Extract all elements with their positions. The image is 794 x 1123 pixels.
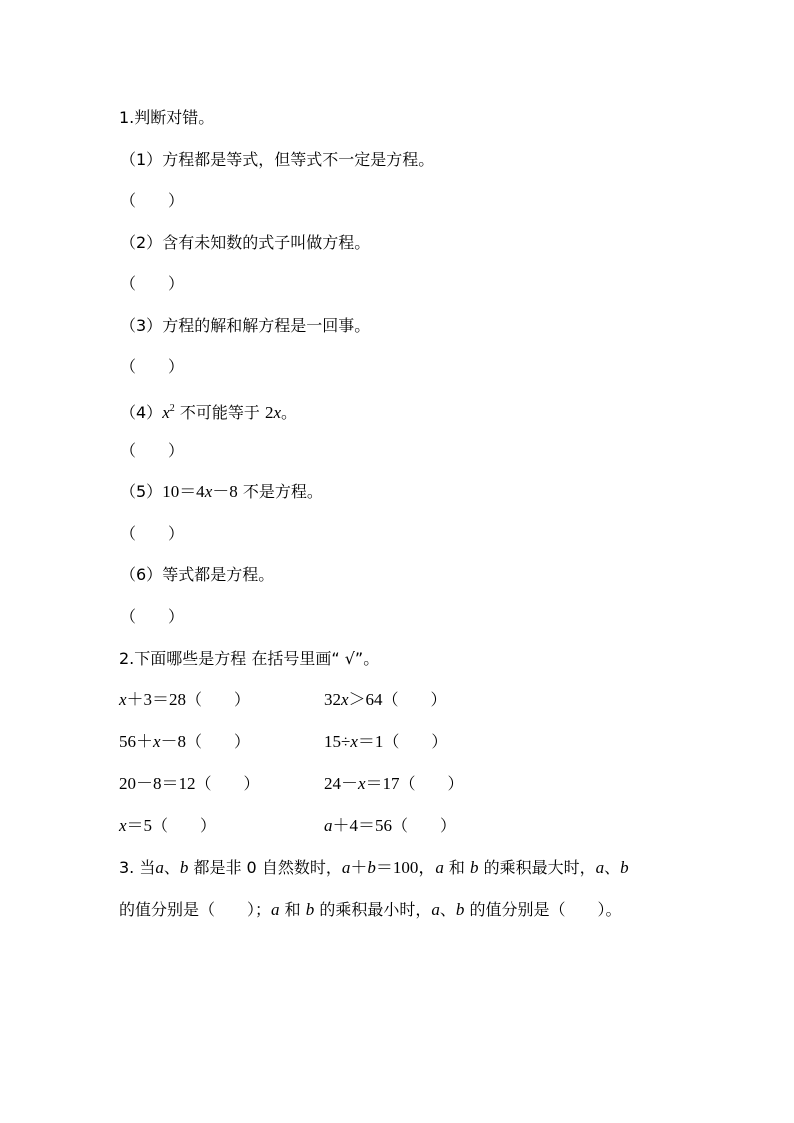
answer-bracket[interactable]: （ ） xyxy=(152,816,217,835)
section-2-heading: 2.下面哪些是方程 在括号里画“ √”。 xyxy=(119,649,380,668)
answer-bracket[interactable]: （ ） xyxy=(186,732,251,751)
text: 、 xyxy=(163,858,180,877)
text: 都是非 0 自然数时， xyxy=(193,858,342,877)
expression: 15÷ xyxy=(324,732,351,751)
answer-bracket-1-2[interactable]: （ ） xyxy=(120,274,185,293)
equation-item xyxy=(324,815,456,837)
question-number: （5） xyxy=(120,482,163,501)
equation-item xyxy=(119,731,250,753)
coefficient: 2 xyxy=(264,403,274,422)
variable-a: a xyxy=(155,858,164,877)
variable-b: b xyxy=(470,858,479,877)
question-1-4 xyxy=(120,398,297,424)
expression: 24－ xyxy=(324,774,358,793)
variable-b: b xyxy=(367,858,376,877)
expression: 10＝4 xyxy=(162,482,205,501)
variable-a: a xyxy=(324,816,333,835)
variable-a: a xyxy=(435,858,444,877)
answer-bracket-1-6[interactable]: （ ） xyxy=(120,607,185,626)
variable-x: x xyxy=(153,732,161,751)
text: 和 xyxy=(448,858,465,877)
text: 的乘积最大时， xyxy=(483,858,596,877)
expression: －8 xyxy=(212,482,238,501)
answer-bracket-1-3[interactable]: （ ） xyxy=(120,357,185,376)
equation-item xyxy=(324,773,464,795)
question-1-2 xyxy=(120,232,370,254)
question-text: 含有未知数的式子叫做方程。 xyxy=(162,233,371,252)
equation-item xyxy=(324,689,447,711)
variable-x: x xyxy=(273,403,281,422)
expression: ＋3＝28 xyxy=(126,690,187,709)
expression: ＋4＝56 xyxy=(332,816,392,835)
text: 3. 当 xyxy=(119,858,156,877)
variable-b: b xyxy=(455,900,465,919)
section-1-heading: 1.判断对错。 xyxy=(119,108,215,127)
variable-x: x xyxy=(358,774,366,793)
question-text: 不是方程。 xyxy=(242,482,323,501)
variable-a: a xyxy=(431,900,440,919)
question-text: 方程的解和解方程是一回事。 xyxy=(162,316,371,335)
expression: 20－8＝12 xyxy=(119,774,196,793)
equation-item xyxy=(119,773,260,795)
question-number: （2） xyxy=(120,233,163,252)
equation-item xyxy=(324,731,447,753)
expression: 32 xyxy=(324,690,341,709)
variable-x: x xyxy=(119,816,127,835)
period: 。 xyxy=(280,403,297,422)
variable-x: x xyxy=(341,690,349,709)
question-1-3 xyxy=(120,315,370,337)
exponent: 2 xyxy=(169,403,175,414)
answer-bracket[interactable]: （ ） xyxy=(392,816,457,835)
text: 的值分别是（ ）； xyxy=(119,900,272,919)
text: 、 xyxy=(439,900,456,919)
answer-bracket[interactable]: （ ） xyxy=(195,774,260,793)
answer-bracket-1-1[interactable]: （ ） xyxy=(120,191,185,210)
question-number: （4） xyxy=(120,403,163,422)
answer-bracket[interactable]: （ ） xyxy=(186,690,251,709)
variable-x: x xyxy=(162,403,170,422)
variable-x: x xyxy=(204,482,213,501)
variable-x: x xyxy=(119,690,127,709)
answer-bracket[interactable]: （ ） xyxy=(383,732,448,751)
question-1-5 xyxy=(120,481,323,503)
variable-a: a xyxy=(271,900,280,919)
section-3-line-1 xyxy=(119,857,629,879)
question-text: 方程都是等式，但等式不一定是方程。 xyxy=(162,150,435,169)
expression: ＝17 xyxy=(365,774,400,793)
variable-b: b xyxy=(620,858,629,877)
text: 和 xyxy=(284,900,301,919)
text: 、 xyxy=(604,858,621,877)
text: 的乘积最小时， xyxy=(319,900,432,919)
text: ＝100， xyxy=(375,858,436,877)
expression: ＝5 xyxy=(126,816,153,835)
answer-bracket[interactable]: （ ） xyxy=(399,774,464,793)
expression: －8 xyxy=(160,732,187,751)
answer-bracket-1-4[interactable]: （ ） xyxy=(120,441,185,460)
question-number: （1） xyxy=(120,150,163,169)
question-1-6 xyxy=(120,564,274,586)
expression: ＞64 xyxy=(348,690,383,709)
variable-x: x xyxy=(350,732,358,751)
answer-bracket-1-5[interactable]: （ ） xyxy=(120,524,185,543)
answer-bracket[interactable]: （ ） xyxy=(382,690,447,709)
question-text: 等式都是方程。 xyxy=(162,565,275,584)
expression: ＝1 xyxy=(357,732,384,751)
question-number: （3） xyxy=(120,316,163,335)
variable-b: b xyxy=(305,900,315,919)
question-1-1 xyxy=(120,149,434,171)
variable-b: b xyxy=(179,858,189,877)
equation-item xyxy=(119,815,216,837)
section-3-line-2 xyxy=(119,899,621,921)
question-text: 不可能等于 xyxy=(179,403,260,422)
variable-a: a xyxy=(341,858,351,877)
equation-item xyxy=(119,689,250,711)
text: 的值分别是（ ）。 xyxy=(469,900,622,919)
text: ＋ xyxy=(350,858,368,877)
question-number: （6） xyxy=(120,565,163,584)
expression: 56＋ xyxy=(119,732,153,751)
variable-a: a xyxy=(595,858,605,877)
